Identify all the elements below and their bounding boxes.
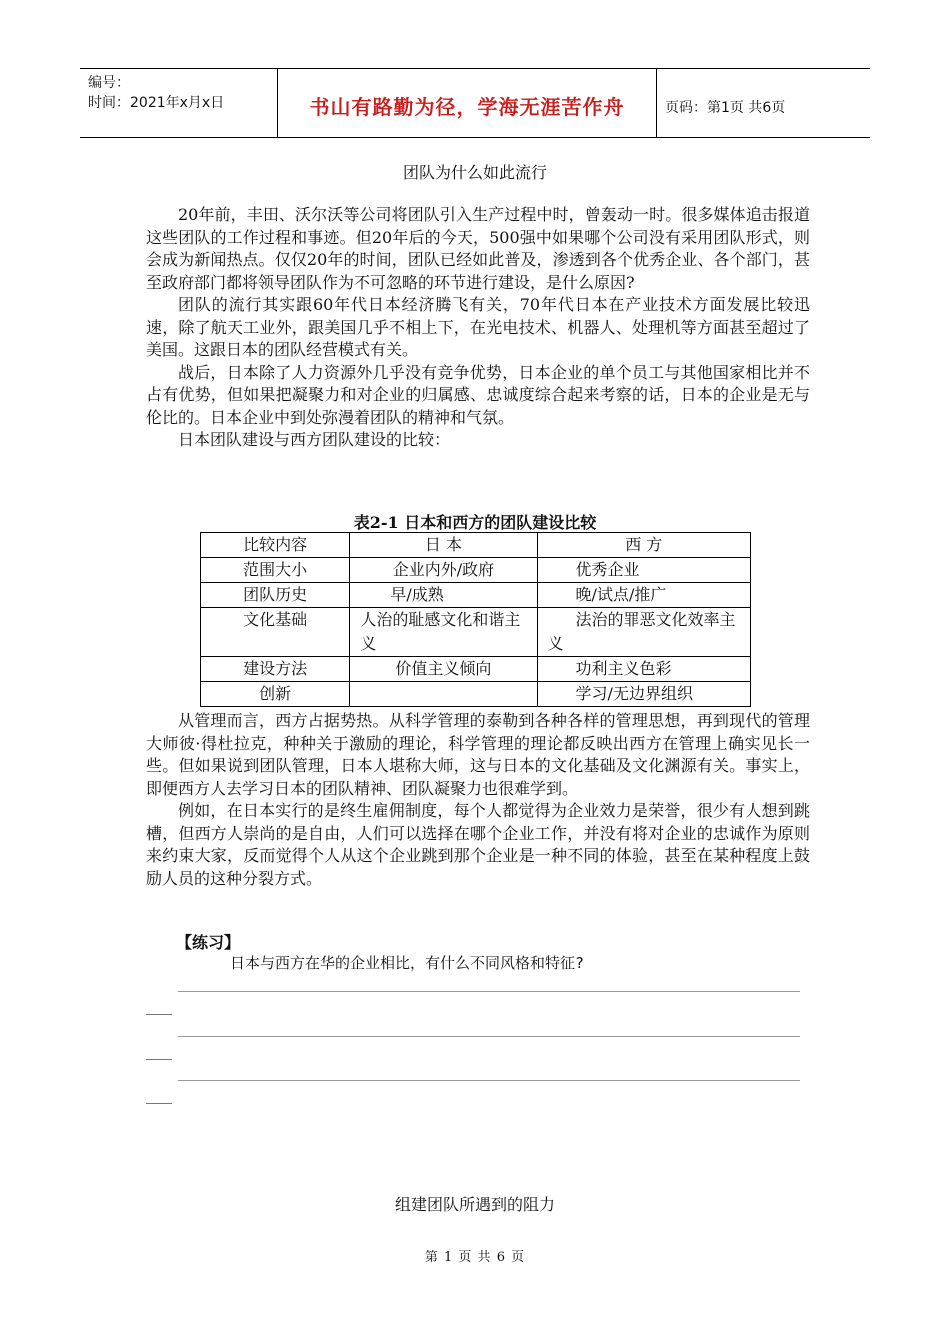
table-header-cell: 比较内容 <box>201 533 350 558</box>
table-row <box>201 608 751 657</box>
answer-line <box>178 991 800 992</box>
body-text-2 <box>146 710 810 890</box>
header-page-info: 页码：第1页 共6页 <box>665 100 786 116</box>
paragraph: 20年前，丰田、沃尔沃等公司将团队引入生产过程中时，曾轰动一时。很多媒体追击报道这些团队的工作过程和事迹。但20年后的今天，500强中如果哪个公司没有采用团队形式，则会成为新闻热点。仅仅20年的时间，团队已经如此普及，渗透到各个优秀企业、各个部门，甚至政府部门都将领导团队作为不可忽略的环节进行建设，是什么原因? <box>146 205 810 292</box>
table-cell <box>350 682 537 707</box>
table-caption: 表2-1 日本和西方的团队建设比较 <box>353 513 597 532</box>
table-cell: 学习/无边界组织 <box>537 682 750 707</box>
table-cell: 价值主义倾向 <box>350 657 537 682</box>
table-row <box>201 682 751 707</box>
section-title: 团队为什么如此流行 <box>402 163 547 182</box>
exercise-question: 日本与西方在华的企业相比，有什么不同风格和特征? <box>230 954 585 972</box>
table-cell: 文化基础 <box>201 608 350 657</box>
table-cell: 创新 <box>201 682 350 707</box>
answer-line-end <box>146 1014 172 1015</box>
paragraph: 团队的流行其实跟60年代日本经济腾飞有关，70年代日本在产业技术方面发展比较迅速，除了航天工业外，跟美国几乎不相上下，在光电技术、机器人、处理机等方面甚至超过了美国。这跟日本的团队经营模式有关。 <box>146 295 810 359</box>
header-motto: 书山有路勤为径，学海无涯苦作舟 <box>309 94 625 119</box>
table-header-cell: 西 方 <box>537 533 750 558</box>
table-cell: 法治的罪恶文化效率主义 <box>537 608 750 657</box>
table-cell: 企业内外/政府 <box>350 558 537 583</box>
paragraph: 例如，在日本实行的是终生雇佣制度，每个人都觉得为企业效力是荣誉，很少有人想到跳槽，但西方人崇尚的是自由，人们可以选择在哪个企业工作，并没有将对企业的忠诚作为原则来约束大家，反而觉得个人从这个企业跳到那个企业是一种不同的体验，甚至在某种程度上鼓励人员的这种分裂方式。 <box>146 801 810 888</box>
table-cell: 功利主义色彩 <box>537 657 750 682</box>
next-section-title: 组建团队所遇到的阻力 <box>394 1195 555 1214</box>
table-header-row <box>201 533 751 558</box>
table-cell: 优秀企业 <box>537 558 750 583</box>
paragraph: 从管理而言，西方占据势热。从科学管理的泰勒到各种各样的管理思想，再到现代的管理大师彼·得杜拉克，种种关于激励的理论，科学管理的理论都反映出西方在管理上确实见长一些。但如果说到团队管理，日本人堪称大师，这与日本的文化基础及文化渊源有关。事实上，即便西方人去学习日本的团队精神、团队凝聚力也很难学到。 <box>146 711 810 798</box>
answer-line-end <box>146 1059 172 1060</box>
header-motto-cell <box>278 69 657 137</box>
table-header-cell: 日 本 <box>350 533 537 558</box>
table-cell: 早/成熟 <box>350 583 537 608</box>
table-cell: 团队历史 <box>201 583 350 608</box>
table-cell: 建设方法 <box>201 657 350 682</box>
table-row <box>201 657 751 682</box>
table-cell: 晚/试点/推广 <box>537 583 750 608</box>
date-label: 时间：2021年x月x日 <box>88 95 225 111</box>
number-label: 编号： <box>88 75 130 91</box>
paragraph: 日本团队建设与西方团队建设的比较： <box>178 430 451 449</box>
exercise-heading: 【练习】 <box>176 933 241 952</box>
header-meta <box>80 69 278 137</box>
answer-line <box>178 1080 800 1081</box>
table-row <box>201 583 751 608</box>
page-footer: 第 1 页 共 6 页 <box>424 1250 526 1265</box>
table-cell: 人治的耻感文化和谐主义 <box>350 608 537 657</box>
comparison-table <box>200 532 751 707</box>
table-row <box>201 558 751 583</box>
body-text-1 <box>146 204 810 452</box>
answer-line-end <box>146 1103 172 1104</box>
answer-line <box>178 1036 800 1037</box>
table-cell: 范围大小 <box>201 558 350 583</box>
page-header <box>80 68 870 138</box>
paragraph: 战后，日本除了人力资源外几乎没有竞争优势，日本企业的单个员工与其他国家相比并不占有优势，但如果把凝聚力和对企业的归属感、忠诚度综合起来考察的话，日本的企业是无与伦比的。日本企业中到处弥漫着团队的精神和气氛。 <box>146 362 810 427</box>
